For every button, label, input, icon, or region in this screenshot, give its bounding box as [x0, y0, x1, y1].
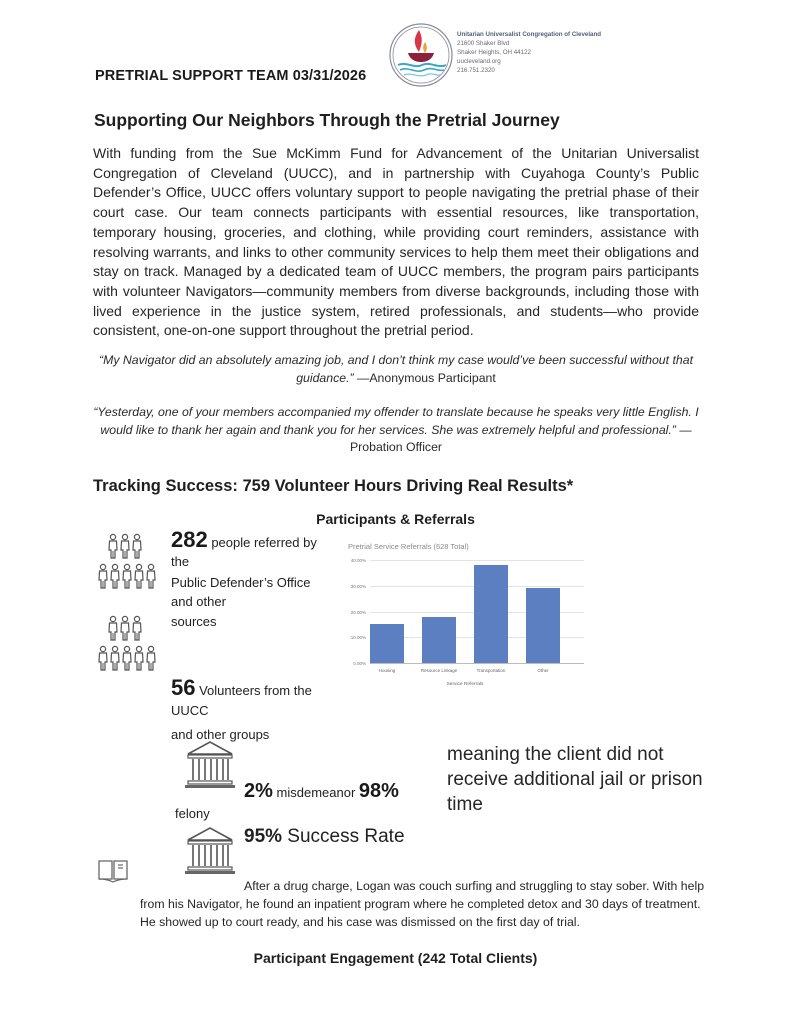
felony-pct: 98%	[358, 780, 399, 802]
quote-attribution: —Anonymous Participant	[353, 370, 496, 385]
referred-text: and other	[171, 594, 226, 609]
org-website: uucleveland.org	[457, 58, 501, 65]
success-label: Success Rate	[282, 826, 405, 847]
referred-text: the	[171, 554, 190, 569]
misdemeanor-label: misdemeanor	[272, 785, 359, 800]
bar-transportation	[474, 565, 508, 663]
people-group-icon	[98, 615, 160, 673]
x-axis-line	[370, 663, 584, 664]
participant-story: After a drug charge, Logan was couch surfing and struggling to stay sober. With help from his Navigator, he found an inpatient program where he completed detox and 30 days of treatment. He showed up to court ready, and his case was dismissed on the first day of trial.	[140, 879, 705, 929]
volunteer-count: 56	[171, 675, 196, 700]
quote-text: “My Navigator did an absolutely amazing job, and I don’t think my case would’ve been successful without that guidance.”	[99, 353, 693, 385]
referrals-bar-chart	[340, 538, 590, 698]
referred-stat	[171, 527, 341, 631]
intro-body: With funding from the Sue McKimm Fund for Advancement of the Unitarian Universalist Congregation of Cleveland (UUCC), and in partnership with Cuyahoga County’s Public Defender’s Office, UUCC offers voluntary support to people navigating the pretrial phase of their court case. Our team connects participants with essential resources, like transportation, temporary housing, groceries, and clothing, while providing court reminders, assistance with resolving warrants, and links to other community services to help them meet their obligations and stay on track. Managed by a dedicated team of UUCC members, the program pairs participants with volunteer Navigators—community members from diverse backgrounds, including those with lived experience in the justice system, retired professionals, and students—who provide consistent, one-on-one support throughout the pretrial period.	[93, 145, 699, 339]
volunteers-text: and other groups	[171, 727, 270, 742]
x-tick: Housing	[378, 668, 396, 673]
case-mix-stat	[244, 780, 399, 803]
volunteers-text: UUCC	[171, 703, 209, 718]
bar-resource-linkage	[422, 617, 456, 663]
referred-text: Public Defender’s Office	[171, 575, 311, 590]
open-book-icon	[97, 858, 129, 889]
bar-other	[526, 588, 560, 663]
y-tick: 20.00%	[350, 610, 366, 615]
success-rate-stat	[244, 826, 405, 848]
x-axis-title: Service Referrals	[446, 682, 484, 687]
y-tick: 40.00%	[350, 558, 366, 563]
x-tick: Resource Linkage	[420, 668, 458, 673]
people-group-icon	[98, 533, 160, 591]
x-tick: Other	[537, 668, 549, 673]
volunteers-text: Volunteers from the	[195, 683, 312, 698]
referred-count: 282	[171, 527, 208, 552]
chalice-flame-logo-icon	[388, 22, 454, 88]
org-contact-block	[457, 30, 601, 75]
misdemeanor-pct: 2%	[244, 780, 273, 802]
intro-heading: Supporting Our Neighbors Through the Pretrial Journey	[94, 110, 560, 130]
courthouse-icon	[184, 740, 236, 795]
courthouse-icon	[184, 826, 236, 881]
participants-referrals-heading: Participants & Referrals	[316, 511, 475, 527]
volunteers-stat	[171, 675, 341, 745]
engagement-heading: Participant Engagement (242 Total Clients)	[253, 950, 538, 966]
bar-housing	[370, 624, 404, 663]
org-name: Unitarian Universalist Congregation of Cleveland	[457, 31, 602, 38]
x-tick: Transportation	[476, 668, 506, 673]
chart-title: Pretrial Service Referrals (628 Total)	[348, 542, 469, 551]
quote-participant	[93, 352, 699, 387]
y-tick: 0.00%	[353, 661, 366, 666]
felony-label: felony	[175, 806, 210, 821]
quote-probation-officer	[93, 404, 699, 457]
referred-text: people referred by	[207, 535, 317, 550]
success-pct: 95%	[244, 826, 283, 847]
y-tick: 30.00%	[350, 584, 366, 589]
referred-text: sources	[171, 614, 217, 629]
quote-attribution: —Probation Officer	[349, 422, 692, 454]
tracking-heading: Tracking Success: 759 Volunteer Hours Driving Real Results*	[93, 477, 574, 495]
org-address-line1: 21600 Shaker Blvd	[457, 40, 510, 47]
gridline	[370, 560, 584, 561]
report-title: PRETRIAL SUPPORT TEAM 03/31/2026	[95, 68, 367, 84]
success-meaning: meaning the client did not receive additional jail or prison time	[447, 744, 703, 815]
quote-text: “Yesterday, one of your members accompanied my offender to translate because he speaks very little English. I would like to thank her again and thank you for her services. She was extremely helpful and professional.”	[93, 405, 699, 437]
org-address-line2: Shaker Heights, OH 44122	[457, 49, 531, 56]
y-tick: 10.00%	[350, 635, 366, 640]
org-phone: 216.751.2320	[457, 67, 495, 74]
